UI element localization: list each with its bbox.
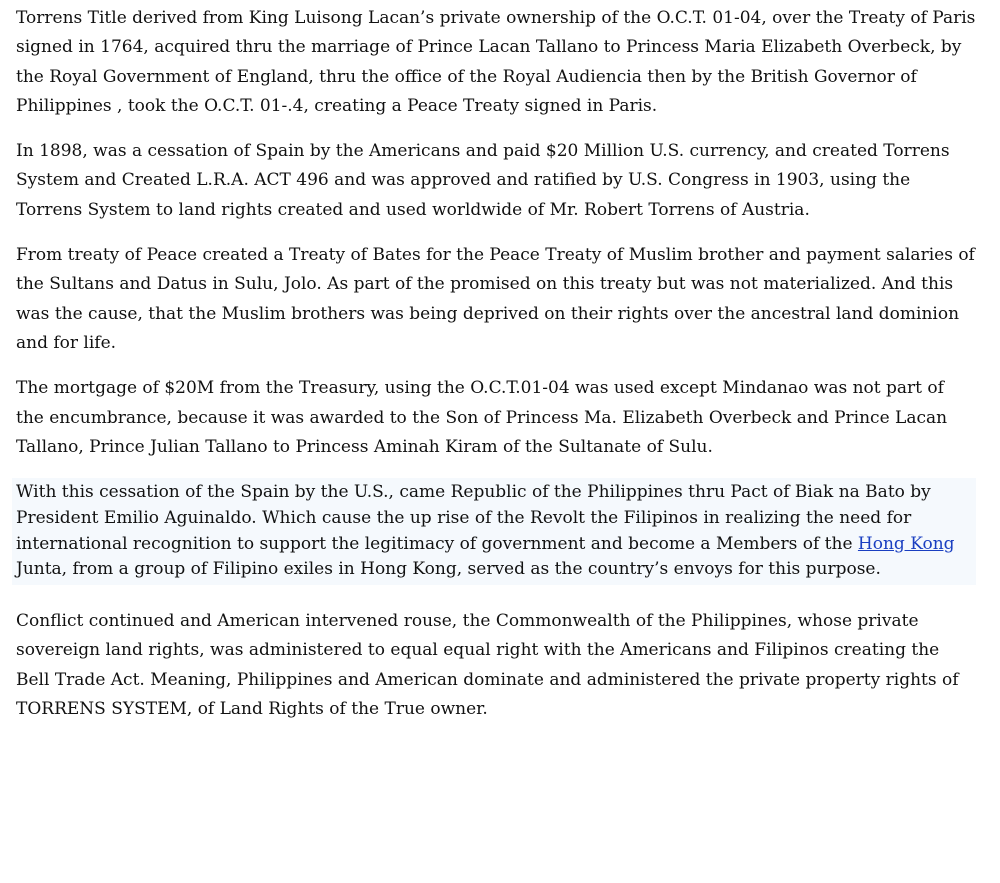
paragraph-hong-kong-junta — [12, 478, 976, 585]
paragraph-commonwealth: Conflict continued and American intervened rouse, the Commonwealth of the Philippines, whose private sovereign land rights, was administered to equal equal right with the Americans and Filipinos creating the Bell Trade Act. Meaning, Philippines and American dominate and administered the private property rights of TORRENS SYSTEM, of Land Rights of the True owner. — [16, 610, 959, 719]
paragraph-text-after-link: Junta, from a group of Filipino exiles in Hong Kong, served as the country’s envoys for this purpose. — [16, 559, 881, 580]
hong-kong-link[interactable]: Hong Kong — [857, 533, 955, 554]
paragraph-text-before-link: With this cessation of the Spain by the U.S., came Republic of the Philippines thru Pact of Biak na Bato by President Emilio Aguinaldo. Which cause the up rise of the Revolt the Filipinos in realizing the need for international recognition to support the legitimacy of government and become a Members of the — [16, 482, 931, 554]
paragraph-1898-cessation: In 1898, was a cessation of Spain by the Americans and paid $20 Million U.S. currency, and created Torrens System and Created L.R.A. ACT 496 and was approved and ratified by U.S. Congress in 1903, using the Torrens System to land rights created and used worldwide of Mr. Robert Torrens of Austria. — [16, 141, 950, 220]
paragraph-torrens-title: Torrens Title derived from King Luisong Lacan’s private ownership of the O.C.T. 01-04, over the Treaty of Paris signed in 1764, acquired thru the marriage of Prince Lacan Tallano to Princess Maria Elizabeth Overbeck, by the Royal Government of England, thru the office of the Royal Audiencia then by the British Governor of Philippines , took the O.C.T. 01-.4, creating a Peace Treaty signed in Paris. — [16, 8, 976, 116]
paragraph-mortgage: The mortgage of $20M from the Treasury, using the O.C.T.01-04 was used except Mindanao was not part of the encumbrance, because it was awarded to the Son of Princess Ma. Elizabeth Overbeck and Prince Lacan Tallano, Prince Julian Tallano to Princess Aminah Kiram of the Sultanate of Sulu. — [16, 378, 948, 457]
document-body — [16, 4, 976, 740]
paragraph-treaty-of-bates: From treaty of Peace created a Treaty of Bates for the Peace Treaty of Muslim brother and payment salaries of the Sultans and Datus in Sulu, Jolo. As part of the promised on this treaty but was not materialized. And this was the cause, that the Muslim brothers was being deprived on their rights over the ancestral land dominion and for life. — [16, 245, 975, 353]
